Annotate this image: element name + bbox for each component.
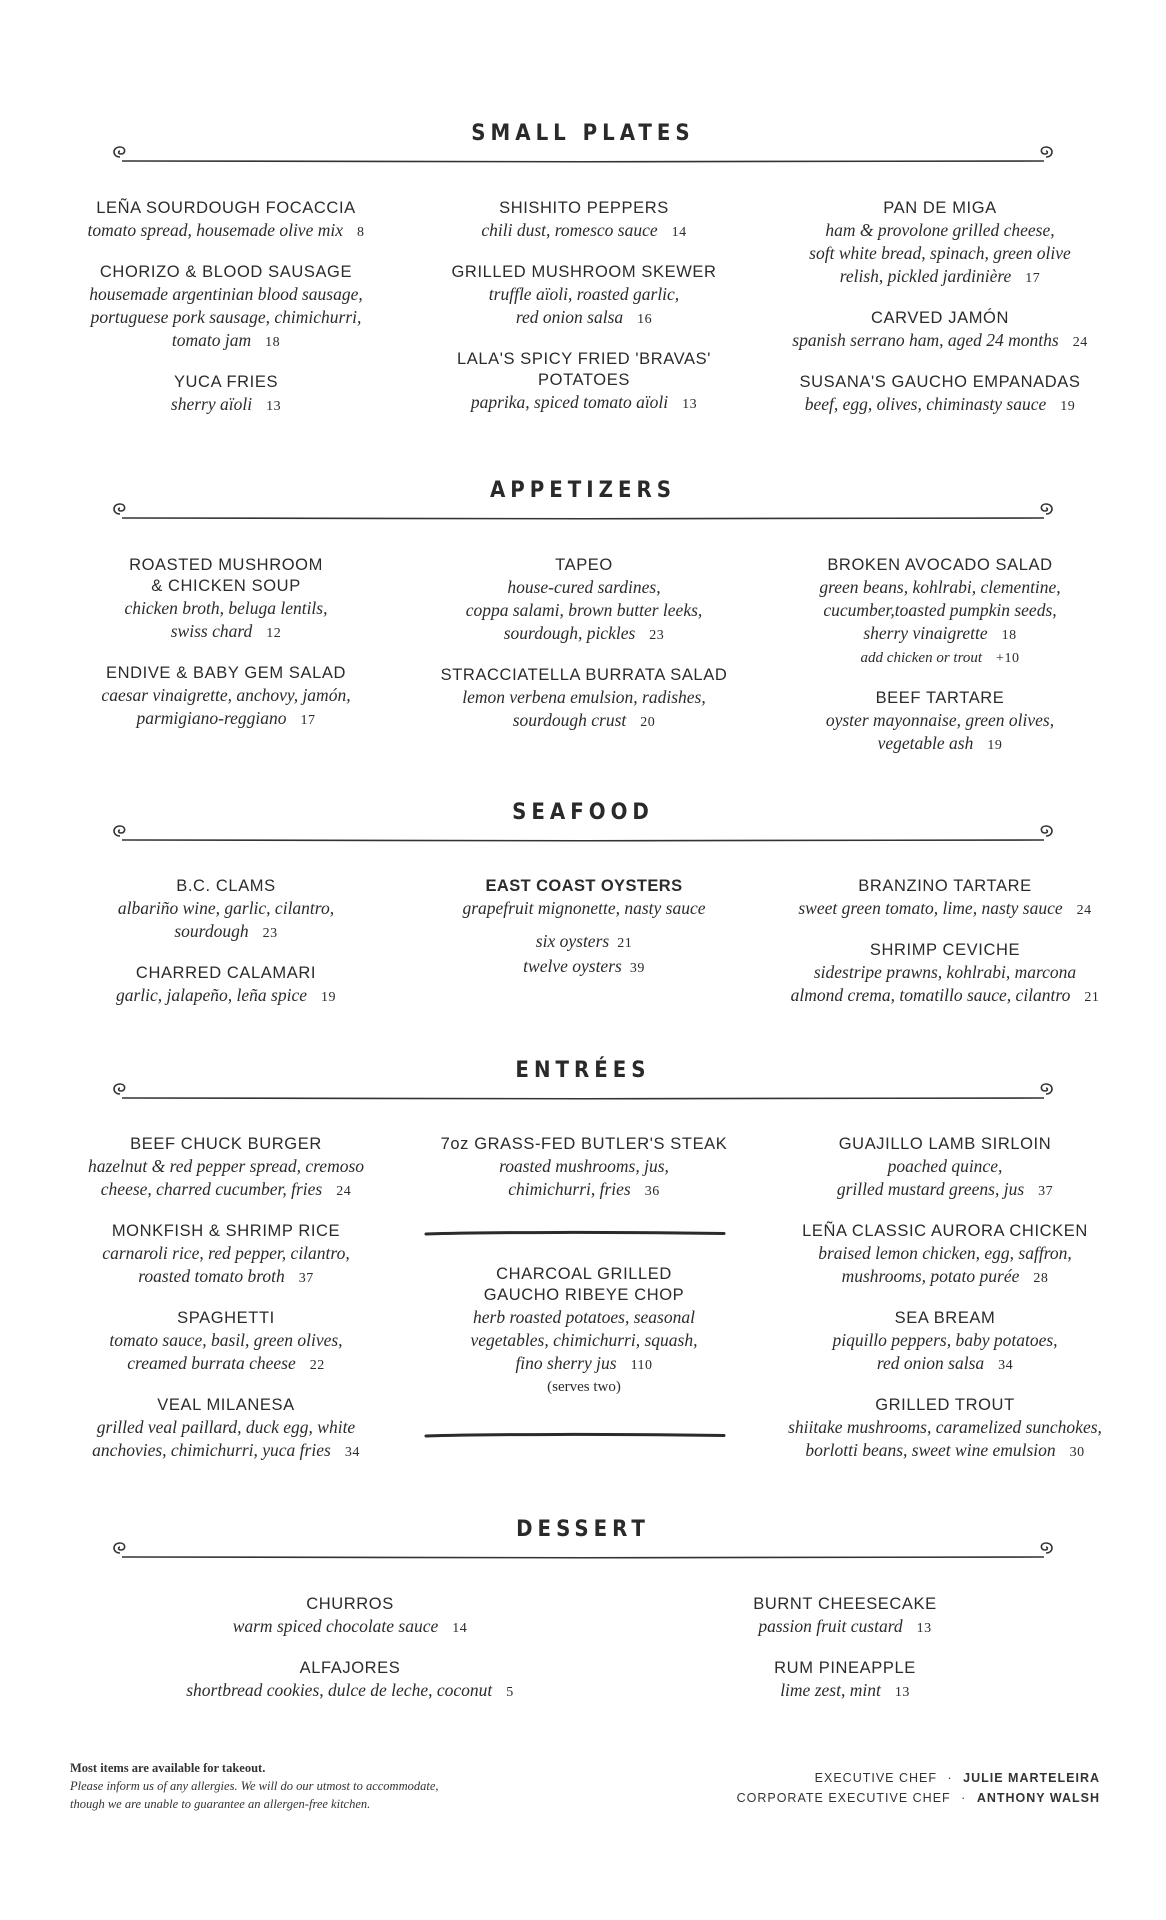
menu-item xyxy=(56,1308,396,1377)
item-price: 21 xyxy=(1084,990,1100,1005)
item-name: GRILLED TROUT xyxy=(875,1396,1015,1414)
item-name: BROKEN AVOCADO SALAD xyxy=(827,556,1053,574)
item-name: LEÑA CLASSIC AURORA CHICKEN xyxy=(802,1222,1088,1240)
takeout-note: Most items are available for takeout. xyxy=(70,1761,266,1775)
menu-item xyxy=(770,198,1110,290)
item-name: GUAJILLO LAMB SIRLOIN xyxy=(838,1135,1052,1153)
item-price: 30 xyxy=(1069,1445,1085,1460)
menu-item xyxy=(56,262,396,354)
separator: · xyxy=(961,1791,967,1805)
item-description: braised lemon chicken, egg, saffron, xyxy=(818,1243,1072,1263)
brush-divider xyxy=(424,1432,734,1440)
menu-item xyxy=(770,308,1110,354)
item-description: fino sherry jus xyxy=(515,1353,617,1373)
item-price: 14 xyxy=(452,1621,468,1636)
item-name: ALFAJORES xyxy=(299,1659,401,1677)
item-name: GAUCHO RIBEYE CHOP xyxy=(483,1286,685,1304)
item-description: lime zest, mint xyxy=(780,1680,881,1700)
menu-item xyxy=(414,198,754,244)
item-description: beef, egg, olives, chiminasty sauce xyxy=(804,394,1047,414)
menu-item xyxy=(56,963,396,1009)
item-description: truffle aïoli, roasted garlic, xyxy=(488,284,680,304)
item-name: CHARCOAL GRILLED xyxy=(496,1265,672,1283)
item-name: SEA BREAM xyxy=(894,1309,996,1327)
item-name: CHURROS xyxy=(306,1595,394,1613)
item-description: poached quince, xyxy=(887,1156,1003,1176)
item-description: cheese, charred cucumber, fries xyxy=(100,1179,323,1199)
item-description: roasted mushrooms, jus, xyxy=(499,1156,669,1176)
item-description: sweet green tomato, lime, nasty sauce xyxy=(798,898,1063,918)
item-name: SPAGHETTI xyxy=(177,1309,275,1327)
item-price: 23 xyxy=(649,628,665,643)
item-description: tomato sauce, basil, green olives, xyxy=(109,1330,343,1350)
item-description: vegetable ash xyxy=(877,733,974,753)
menu-item xyxy=(160,1594,540,1640)
item-name: BEEF CHUCK BURGER xyxy=(130,1135,322,1153)
menu-item xyxy=(56,663,396,732)
section-title-entrees: ENTRÉES xyxy=(515,1058,651,1083)
menu-item xyxy=(680,1594,1010,1640)
item-name: 7oz GRASS-FED BUTLER'S STEAK xyxy=(440,1135,728,1153)
item-price: 36 xyxy=(644,1184,660,1199)
item-name: STRACCIATELLA BURRATA SALAD xyxy=(440,666,728,684)
item-description: grapefruit mignonette, nasty sauce xyxy=(462,898,706,918)
item-name: CHORIZO & BLOOD SAUSAGE xyxy=(99,263,353,281)
menu-item xyxy=(56,555,396,645)
item-name: SHISHITO PEPPERS xyxy=(499,199,669,217)
allergy-note: Please inform us of any allergies. We will do our utmost to accommodate, xyxy=(70,1779,439,1793)
chef-credit xyxy=(680,1768,1100,1788)
item-description: house-cured sardines, xyxy=(507,577,661,597)
item-description: warm spiced chocolate sauce xyxy=(232,1616,439,1636)
item-price: 13 xyxy=(682,397,698,412)
menu-item xyxy=(414,876,754,980)
item-description: coppa salami, brown butter leeks, xyxy=(465,600,703,620)
item-description: roasted tomato broth xyxy=(138,1266,285,1286)
item-description: hazelnut & red pepper spread, cremoso xyxy=(87,1156,365,1176)
section-title-appetizers: APPETIZERS xyxy=(489,478,677,503)
item-price: 110 xyxy=(630,1358,653,1373)
small-plates-column-1 xyxy=(56,198,396,436)
item-price: 24 xyxy=(1072,335,1088,350)
item-description: almond crema, tomatillo sauce, cilantro xyxy=(790,985,1071,1005)
item-description: spanish serrano ham, aged 24 months xyxy=(792,330,1059,350)
chef-name: ANTHONY WALSH xyxy=(976,1791,1100,1805)
item-price: 8 xyxy=(357,225,365,240)
item-description: garlic, jalapeño, leña spice xyxy=(115,985,307,1005)
item-description: paprika, spiced tomato aïoli xyxy=(470,392,669,412)
chef-credit xyxy=(680,1788,1100,1808)
menu-item xyxy=(770,1308,1120,1377)
section-title-small-plates: SMALL PLATES xyxy=(471,121,695,146)
chef-name: JULIE MARTELEIRA xyxy=(963,1771,1100,1785)
section-divider xyxy=(108,822,1058,846)
item-name: & CHICKEN SOUP xyxy=(151,577,301,595)
item-description: piquillo peppers, baby potatoes, xyxy=(832,1330,1058,1350)
item-addon-price: +10 xyxy=(996,651,1020,666)
allergy-note: though we are unable to guarantee an allergen-free kitchen. xyxy=(70,1797,371,1811)
menu-item xyxy=(56,1221,396,1290)
item-addon: add chicken or trout xyxy=(860,650,983,666)
item-description: albariño wine, garlic, cilantro, xyxy=(117,898,335,918)
item-description: vegetables, chimichurri, squash, xyxy=(470,1330,698,1350)
entrees-column-2-feature xyxy=(414,1264,754,1416)
item-description: sherry aïoli xyxy=(170,394,253,414)
item-description: parmigiano-reggiano xyxy=(136,708,287,728)
section-title-seafood: SEAFOOD xyxy=(512,800,654,825)
item-name: EAST COAST OYSTERS xyxy=(485,877,683,895)
menu-item xyxy=(414,262,754,331)
item-name: BEEF TARTARE xyxy=(875,689,1005,707)
item-description: sourdough crust xyxy=(512,710,627,730)
seafood-column-2 xyxy=(414,876,754,998)
item-price: 17 xyxy=(300,713,316,728)
item-name: PAN DE MIGA xyxy=(883,199,997,217)
menu-item xyxy=(56,1134,396,1203)
item-price: 19 xyxy=(321,990,336,1005)
item-name: TAPEO xyxy=(555,556,613,574)
item-name: SHRIMP CEVICHE xyxy=(869,941,1021,959)
menu-item xyxy=(680,1658,1010,1704)
item-name: ENDIVE & BABY GEM SALAD xyxy=(106,664,346,682)
item-name: GRILLED MUSHROOM SKEWER xyxy=(451,263,717,281)
appetizers-column-1 xyxy=(56,555,396,750)
item-price: 34 xyxy=(344,1445,360,1460)
item-price: 13 xyxy=(894,1685,910,1700)
item-description: sidestripe prawns, kohlrabi, marcona xyxy=(813,962,1077,982)
item-description: red onion salsa xyxy=(876,1353,985,1373)
item-name: MONKFISH & SHRIMP RICE xyxy=(111,1222,341,1240)
footer-notes xyxy=(70,1759,550,1813)
item-description: housemade argentinian blood sausage, xyxy=(89,284,363,304)
seafood-column-3 xyxy=(770,876,1120,1027)
menu-item xyxy=(56,876,396,945)
item-description: tomato spread, housemade olive mix xyxy=(87,220,343,240)
menu-item xyxy=(56,198,396,244)
menu-item xyxy=(160,1658,540,1704)
item-name: LEÑA SOURDOUGH FOCACCIA xyxy=(96,199,356,217)
item-description: caesar vinaigrette, anchovy, jamón, xyxy=(101,685,351,705)
item-name: LALA'S SPICY FRIED 'BRAVAS' xyxy=(457,350,711,368)
dessert-column-1 xyxy=(160,1594,540,1722)
item-description: grilled mustard greens, jus xyxy=(836,1179,1025,1199)
menu-item xyxy=(770,940,1120,1009)
item-name: YUCA FRIES xyxy=(173,373,279,391)
item-description: mushrooms, potato purée xyxy=(841,1266,1020,1286)
item-description: borlotti beans, sweet wine emulsion xyxy=(805,1440,1056,1460)
item-description: chicken broth, beluga lentils, xyxy=(124,598,328,618)
item-description: sherry vinaigrette xyxy=(863,623,988,643)
item-price: 20 xyxy=(640,715,656,730)
item-note: (serves two) xyxy=(547,1379,621,1395)
seafood-column-1 xyxy=(56,876,396,1027)
separator: · xyxy=(947,1771,953,1785)
item-description: relish, pickled jardinière xyxy=(839,266,1012,286)
item-price: 12 xyxy=(266,626,282,641)
menu-item xyxy=(770,1395,1120,1464)
item-description: passion fruit custard xyxy=(758,1616,903,1636)
item-description: red onion salsa xyxy=(515,307,624,327)
brush-divider xyxy=(424,1230,734,1238)
menu-item xyxy=(770,555,1110,670)
item-description: sourdough xyxy=(174,921,249,941)
item-price: 17 xyxy=(1025,271,1041,286)
small-plates-column-2 xyxy=(414,198,754,434)
entrees-column-1 xyxy=(56,1134,396,1482)
item-price: 34 xyxy=(998,1358,1014,1373)
appetizers-column-3 xyxy=(770,555,1110,775)
menu-item xyxy=(770,372,1110,418)
dessert-column-2 xyxy=(680,1594,1010,1722)
menu-item xyxy=(770,876,1120,922)
item-description: green beans, kohlrabi, clementine, xyxy=(819,577,1061,597)
item-description: sourdough, pickles xyxy=(503,623,636,643)
menu-item xyxy=(414,349,754,416)
item-price: 28 xyxy=(1033,1271,1049,1286)
item-name: ROASTED MUSHROOM xyxy=(129,556,323,574)
item-price: 24 xyxy=(336,1184,352,1199)
menu-item xyxy=(770,1134,1120,1203)
section-title-dessert: DESSERT xyxy=(516,1517,650,1542)
item-price: 14 xyxy=(671,225,687,240)
chef-role: EXECUTIVE CHEF xyxy=(814,1771,938,1785)
item-price: 16 xyxy=(637,312,653,327)
item-name: POTATOES xyxy=(538,371,630,389)
menu-item xyxy=(414,665,754,734)
item-description: cucumber,toasted pumpkin seeds, xyxy=(823,600,1057,620)
entrees-column-3 xyxy=(770,1134,1120,1482)
item-price: 19 xyxy=(1060,399,1076,414)
item-name: RUM PINEAPPLE xyxy=(774,1659,916,1677)
item-description: chili dust, romesco sauce xyxy=(481,220,658,240)
item-price: 13 xyxy=(266,399,282,414)
small-plates-column-3 xyxy=(770,198,1110,436)
item-option: twelve oysters xyxy=(523,956,622,976)
entrees-column-2 xyxy=(414,1134,754,1221)
item-price: 23 xyxy=(262,926,278,941)
item-name: SUSANA'S GAUCHO EMPANADAS xyxy=(799,373,1081,391)
chef-role: CORPORATE EXECUTIVE CHEF xyxy=(736,1791,951,1805)
item-price: 13 xyxy=(916,1621,932,1636)
item-price: 37 xyxy=(1038,1184,1054,1199)
item-description: creamed burrata cheese xyxy=(127,1353,296,1373)
item-name: B.C. CLAMS xyxy=(176,877,276,895)
item-description: carnaroli rice, red pepper, cilantro, xyxy=(102,1243,350,1263)
item-description: shiitake mushrooms, caramelized sunchokes, xyxy=(788,1417,1102,1437)
item-description: soft white bread, spinach, green olive xyxy=(809,243,1071,263)
section-divider xyxy=(108,1080,1058,1104)
item-description: shortbread cookies, dulce de leche, coconut xyxy=(186,1680,493,1700)
menu-item xyxy=(414,555,754,647)
item-price: 37 xyxy=(298,1271,314,1286)
item-name: VEAL MILANESA xyxy=(157,1396,295,1414)
item-description: ham & provolone grilled cheese, xyxy=(825,220,1055,240)
item-description: lemon verbena emulsion, radishes, xyxy=(462,687,706,707)
menu-item xyxy=(414,1264,754,1398)
item-price: 24 xyxy=(1076,903,1092,918)
section-divider xyxy=(108,500,1058,524)
item-price: 19 xyxy=(987,738,1003,753)
menu-item xyxy=(56,372,396,418)
item-description: anchovies, chimichurri, yuca fries xyxy=(92,1440,331,1460)
menu-item xyxy=(770,688,1110,757)
item-name: BURNT CHEESECAKE xyxy=(753,1595,937,1613)
item-price: 5 xyxy=(506,1685,514,1700)
section-divider xyxy=(108,143,1058,167)
chef-credits xyxy=(680,1768,1100,1808)
menu-item xyxy=(56,1395,396,1464)
item-price: 22 xyxy=(309,1358,325,1373)
item-price: 39 xyxy=(629,961,645,976)
item-name: CARVED JAMÓN xyxy=(871,309,1009,327)
item-description: chimichurri, fries xyxy=(508,1179,631,1199)
menu-item xyxy=(414,1134,754,1203)
item-description: tomato jam xyxy=(171,330,252,350)
item-price: 21 xyxy=(617,936,633,951)
item-description: herb roasted potatoes, seasonal xyxy=(473,1307,695,1327)
appetizers-column-2 xyxy=(414,555,754,752)
item-description: swiss chard xyxy=(170,621,253,641)
item-option: six oysters xyxy=(535,931,610,951)
item-price: 18 xyxy=(265,335,281,350)
section-divider xyxy=(108,1539,1058,1563)
item-description: oyster mayonnaise, green olives, xyxy=(825,710,1055,730)
item-description: grilled veal paillard, duck egg, white xyxy=(96,1417,356,1437)
item-name: BRANZINO TARTARE xyxy=(858,877,1032,895)
item-description: portuguese pork sausage, chimichurri, xyxy=(90,307,362,327)
menu-item xyxy=(770,1221,1120,1290)
item-name: CHARRED CALAMARI xyxy=(135,964,317,982)
item-price: 18 xyxy=(1001,628,1017,643)
